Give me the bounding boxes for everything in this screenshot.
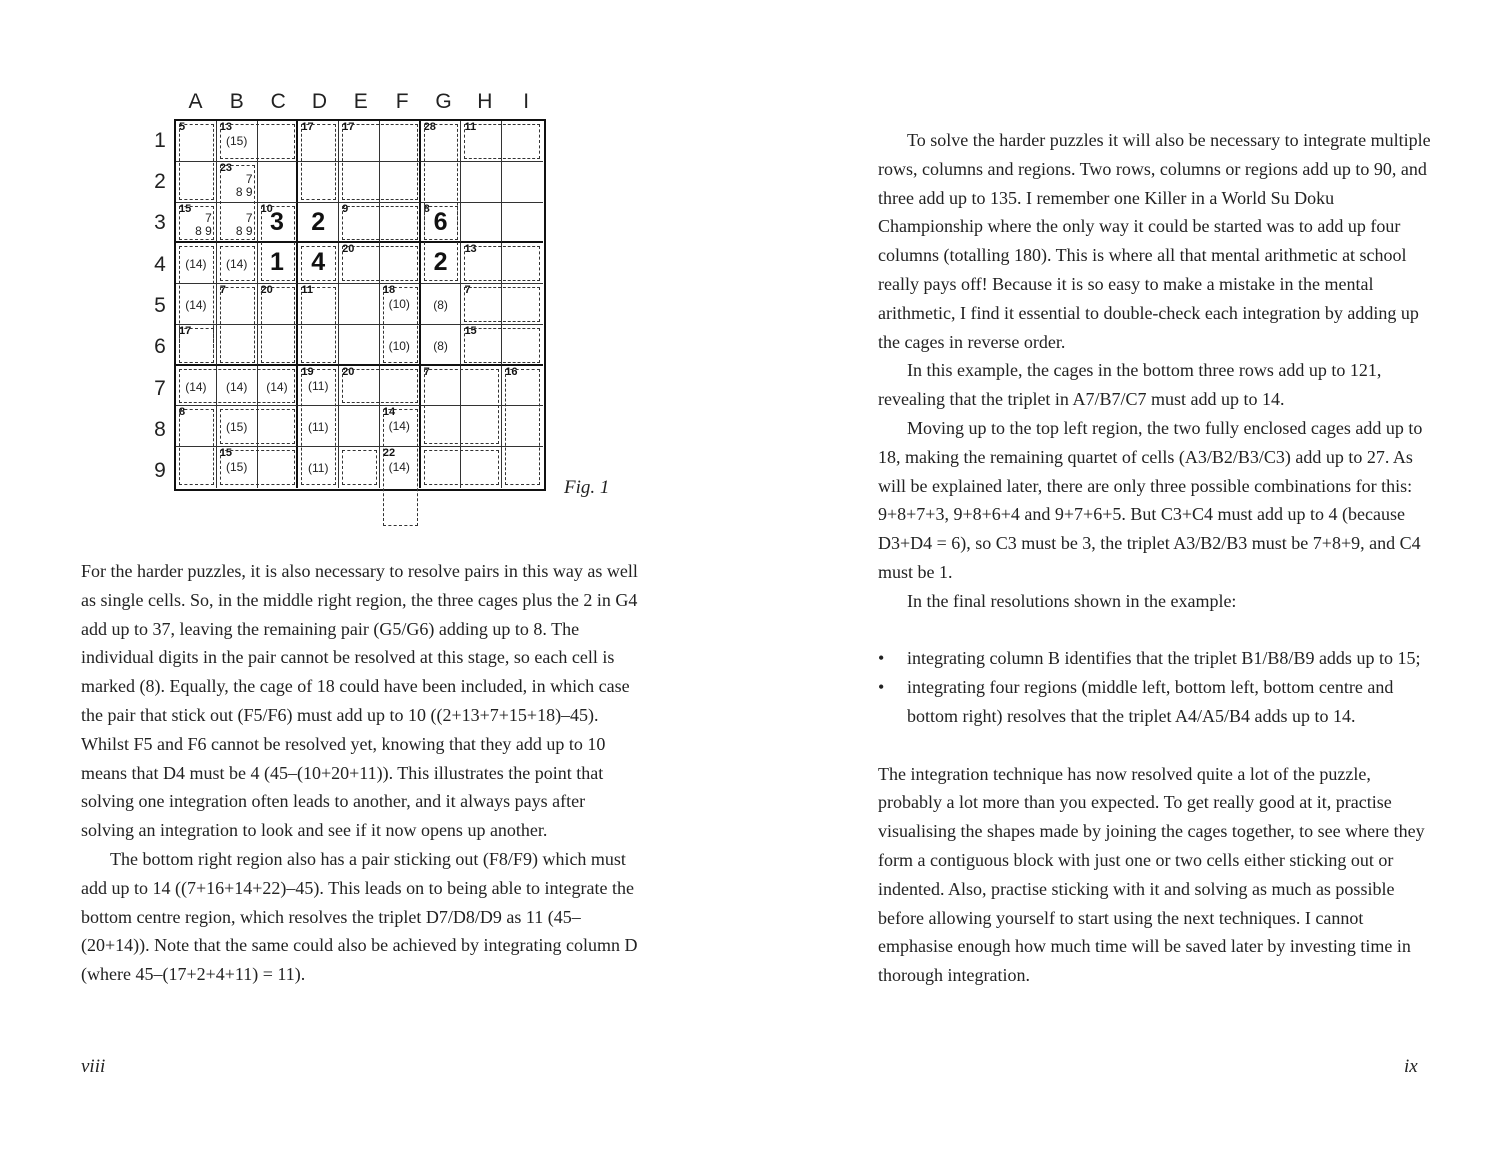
row-label: 3 (154, 211, 166, 234)
solved-digit: 2 (433, 248, 448, 277)
grid-cell (380, 325, 421, 366)
grid-cell (421, 162, 462, 203)
cage-sum: 19 (301, 365, 314, 378)
column-label: A (188, 90, 203, 113)
solved-digit: 4 (311, 248, 326, 277)
grid-cell (421, 447, 462, 488)
column-label: B (229, 90, 244, 113)
row-label: 5 (154, 294, 166, 317)
grid-cell (339, 203, 380, 244)
pair-sum-mark: (14) (388, 460, 410, 475)
page-number-left: viii (81, 1056, 106, 1077)
grid-cell (502, 406, 543, 447)
grid-cell (217, 243, 258, 284)
pair-sum-mark: (10) (388, 338, 410, 353)
grid-cell (217, 162, 258, 203)
grid-cell (461, 203, 502, 244)
row-label: 1 (154, 129, 166, 152)
grid-cell (421, 243, 462, 284)
pair-sum-mark: (14) (185, 379, 207, 394)
column-label: D (311, 90, 328, 113)
grid-cell (298, 203, 339, 244)
grid-cell (461, 447, 502, 488)
cage-sum: 11 (464, 121, 477, 133)
page-number-right: ix (1404, 1056, 1418, 1077)
column-label: F (395, 90, 409, 113)
grid-cell (421, 203, 462, 244)
grid-cell (339, 162, 380, 203)
grid-cell (339, 366, 380, 407)
cage-sum: 7 (464, 284, 471, 297)
row-labels (145, 120, 175, 492)
grid-cell (502, 366, 543, 407)
grid-cell (258, 243, 299, 284)
grid-cell (217, 325, 258, 366)
grid-cell (258, 406, 299, 447)
grid-cell (502, 325, 543, 366)
grid-cell (258, 203, 299, 244)
grid-cell (217, 366, 258, 407)
grid-cell (176, 366, 217, 407)
grid-cell (176, 406, 217, 447)
cage-sum: 22 (382, 447, 396, 460)
paragraph: The bottom right region also has a pair sticking out (F8/F9) which must add up to 14 ((7+16+14+22)–45). This leads on to being able to integrate the bottom centre region, which resolves the triplet D7/D8/D9 as 11 (45–(20+14)). Note that the same could also be achieved by integrating column D (where 45–(17+2+4+11) = 11). (81, 848, 638, 985)
paragraph: In the final resolutions shown in the example: (907, 590, 1237, 611)
grid-cell (298, 406, 339, 447)
grid-cell (502, 203, 543, 244)
grid-cell (217, 447, 258, 488)
solved-digit: 1 (269, 248, 284, 277)
pair-sum-mark: (11) (307, 420, 329, 435)
solved-digit: 3 (269, 207, 284, 236)
row-label: 2 (154, 170, 166, 193)
grid-cell (380, 284, 421, 325)
pair-sum-mark: (14) (185, 298, 207, 313)
row-label: 6 (154, 335, 166, 358)
cage-sum: 15 (464, 324, 477, 337)
grid-cell (461, 121, 502, 162)
column-label: G (435, 90, 452, 113)
grid-cell (461, 406, 502, 447)
grid-cell (258, 447, 299, 488)
cage-sum: 8 (179, 406, 186, 419)
cage-sum: 20 (260, 284, 273, 297)
pair-sum-mark: (14) (388, 419, 410, 434)
cage-sum: 8 (423, 202, 430, 215)
cage-sum: 5 (179, 121, 186, 133)
grid-cell (339, 284, 380, 325)
cage-sum: 13 (464, 243, 477, 256)
grid-cell (380, 366, 421, 407)
pair-sum-mark: (14) (266, 379, 288, 394)
grid-cell (461, 243, 502, 284)
grid-cell (421, 325, 462, 366)
grid-cell (217, 121, 258, 162)
column-label: E (353, 90, 368, 113)
bullet-item: • integrating four regions (middle left, bottom left, bottom centre and bottom right) resolves that the triplet A4/A5/B4 adds up to 14. (878, 673, 1433, 731)
grid-cell (380, 203, 421, 244)
candidate-digits: 7 8 9 (235, 211, 253, 239)
cage-sum: 10 (260, 202, 273, 215)
grid-cell (217, 406, 258, 447)
grid-cell (502, 243, 543, 284)
grid-cell (258, 162, 299, 203)
bullet-icon: • (878, 677, 885, 698)
grid-cell (502, 162, 543, 203)
bullet-icon: • (878, 648, 885, 669)
grid-cell (298, 121, 339, 162)
grid-cell (258, 284, 299, 325)
grid-cell (217, 203, 258, 244)
column-label: I (523, 90, 530, 113)
grid-cell (380, 121, 421, 162)
pair-sum-mark: (11) (307, 378, 329, 393)
row-label: 9 (154, 459, 166, 482)
pair-sum-mark: (15) (225, 134, 248, 148)
bullet-list (878, 644, 1433, 730)
grid-cell (421, 284, 462, 325)
grid-cell (339, 447, 380, 488)
bullet-item: • integrating column B identifies that the triplet B1/B8/B9 adds up to 15; (878, 644, 1433, 673)
paragraph: The integration technique has now resolved quite a lot of the puzzle, probably a lot more than you expected. To get really good at it, practise visualising the shapes made by joining the cages together, to see where they form a contiguous block with just one or two cells either sticking out or indented. Also, practise sticking with it and solving as much as possible before allowing yourself to start using the next techniques. I cannot emphasise enough how much time will be saved later by investing time in thorough integration. (878, 763, 1425, 986)
grid-cell (217, 284, 258, 325)
cage-sum: 7 (219, 284, 226, 297)
left-page-body (81, 557, 641, 989)
cage-sum: 23 (219, 161, 233, 174)
grid-cell (258, 121, 299, 162)
column-labels (175, 90, 547, 116)
grid-cell (502, 121, 543, 162)
cage-sum: 20 (342, 365, 355, 378)
pair-sum-mark: (14) (225, 379, 248, 394)
candidate-digits: 7 8 9 (235, 171, 253, 199)
grid-cell (298, 325, 339, 366)
grid-cell (298, 243, 339, 284)
paragraph: In this example, the cages in the bottom three rows add up to 121, revealing that the triplet in A7/B7/C7 must add up to 14. (878, 360, 1382, 410)
grid-cell (339, 406, 380, 447)
grid-cell (380, 243, 421, 284)
cage-sum: 15 (179, 202, 192, 215)
grid-cell (461, 162, 502, 203)
figure-caption: Fig. 1 (564, 477, 610, 498)
row-label: 4 (154, 253, 166, 276)
grid-cell (461, 366, 502, 407)
grid-cell (380, 162, 421, 203)
grid-cell (258, 366, 299, 407)
grid-cell (380, 406, 421, 447)
grid-cell (298, 162, 339, 203)
cage-sum: 11 (301, 284, 313, 297)
cage-sum: 17 (179, 324, 192, 337)
grid-cell (339, 243, 380, 284)
pair-sum-mark: (15) (225, 420, 248, 435)
pair-sum-mark: (8) (433, 298, 448, 313)
cage-sum: 18 (382, 284, 396, 297)
grid-cell (380, 447, 421, 488)
grid-cell (502, 447, 543, 488)
grid-cell (176, 243, 217, 284)
paragraph: For the harder puzzles, it is also necessary to resolve pairs in this way as well as single cells. So, in the middle right region, the three cages plus the 2 in G4 add up to 37, leaving the remaining pair (G5/G6) adding up to 8. The individual digits in the pair cannot be resolved at this stage, so each cell is marked (8). Equally, the cage of 18 could have been included, in which case the pair that stick out (F5/F6) must add up to 10 ((2+13+7+15+18)–45). Whilst F5 and F6 cannot be resolved yet, knowing that they add up to 10 means that D4 must be 4 (45–(10+20+11)). This illustrates the point that solving one integration often leads to another, and it always pays after solving an integration to look and see if it now opens up another. (81, 561, 638, 841)
cage-sum: 17 (301, 121, 314, 133)
right-page-body (878, 126, 1433, 990)
cage-sum: 28 (423, 121, 436, 133)
grid-cell (298, 447, 339, 488)
grid-cell (258, 325, 299, 366)
grid-cell (339, 121, 380, 162)
solved-digit: 2 (311, 207, 326, 236)
grid-cell (176, 203, 217, 244)
cage-sum: 7 (423, 365, 430, 378)
grid-cell (176, 121, 217, 162)
pair-sum-mark: (8) (433, 338, 448, 353)
candidate-digits: 7 8 9 (195, 211, 212, 239)
paragraph: To solve the harder puzzles it will also be necessary to integrate multiple rows, columns and regions. Two rows, columns or regions add up to 90, and three add up to 135. I remember one Killer in a World Su Doku Championship where the only way it could be started was to add up four columns (totalling 180). This is where all that mental arithmetic at school really pays off! Because it is so easy to make a mistake in the mental arithmetic, I find it essential to double-check each integration by adding up the cages in reverse order. (878, 130, 1431, 352)
grid-cell (461, 284, 502, 325)
cage-sum: 16 (505, 365, 518, 378)
killer-sudoku-grid (174, 119, 546, 491)
pair-sum-mark: (14) (185, 257, 207, 272)
row-label: 8 (154, 418, 166, 441)
grid-cell (421, 366, 462, 407)
grid-cell (339, 325, 380, 366)
cage-sum: 14 (382, 406, 396, 419)
grid-cell (176, 284, 217, 325)
pair-sum-mark: (10) (388, 297, 410, 312)
column-label: C (270, 90, 286, 113)
grid-cell (502, 284, 543, 325)
pair-sum-mark: (15) (225, 460, 248, 475)
grid-cell (176, 447, 217, 488)
grid-cell (421, 406, 462, 447)
grid-cell (298, 366, 339, 407)
column-label: H (477, 90, 493, 113)
cage-sum: 9 (342, 202, 349, 215)
grid-cell (176, 162, 217, 203)
pair-sum-mark: (14) (225, 257, 248, 272)
row-label: 7 (154, 377, 166, 400)
pair-sum-mark: (11) (307, 461, 329, 476)
cage-sum: 15 (219, 447, 233, 460)
paragraph: Moving up to the top left region, the two fully enclosed cages add up to 18, making the remaining quartet of cells (A3/B2/B3/C3) add up to 27. As will be explained later, there are only three possible combinations for this: 9+8+7+3, 9+8+6+4 and 9+7+6+5. But C3+C4 must add up to 4 (because D3+D4 = 6), so C3 must be 3, the triplet A3/B2/B3 must be 7+8+9, and C4 must be 1. (878, 417, 1423, 582)
grid-cell (176, 325, 217, 366)
solved-digit: 6 (433, 207, 448, 236)
cage-sum: 17 (342, 121, 355, 133)
grid-cell (298, 284, 339, 325)
grid-cell (461, 325, 502, 366)
grid-cell (421, 121, 462, 162)
cage-sum: 13 (219, 121, 233, 133)
cage-sum: 20 (342, 243, 355, 256)
